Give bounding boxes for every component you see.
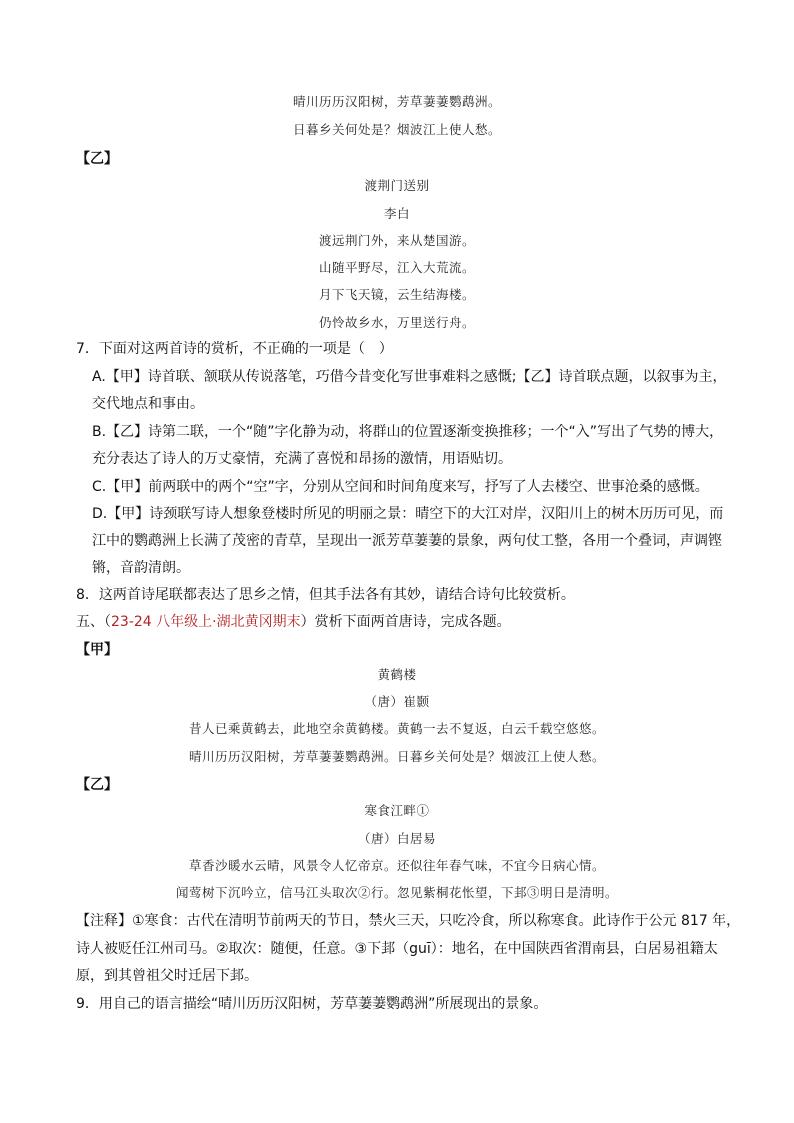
poem-author: （唐）白居易: [357, 831, 436, 846]
question-7-option-d-cont: 锵，音韵清朗。: [92, 560, 190, 576]
section-label-yi-2: 【乙】: [76, 777, 118, 793]
annotation-line: 诗人被贬任江州司马。②取次：随便，任意。③下邽（guī）：地名，在中国陕西省渭南县，白居易祖籍太: [76, 941, 718, 957]
section-label-yi: 【乙】: [76, 151, 118, 167]
question-7-option-b-cont: 充分表达了诗人的万丈豪情，充满了喜悦和昂扬的激情，用语贴切。: [92, 451, 512, 467]
question-8: 8．这两首诗尾联都表达了思乡之情，但其手法各有其妙，请结合诗句比较赏析。: [76, 587, 575, 603]
poem-line: 山随平野尽，江入大荒流。: [318, 260, 475, 275]
section-5-suffix: ）赏析下面两首唐诗，完成各题。: [300, 614, 511, 630]
top-poem-line-2: 日暮乡关何处是？烟波江上使人愁。: [292, 122, 501, 137]
question-7-option-a-cont: 交代地点和事由。: [92, 396, 204, 412]
question-7-option-d: D.【甲】诗颈联写诗人想象登楼时所见的明丽之景：晴空下的大江对岸，汉阳川上的树木历历可见，而: [92, 506, 724, 522]
question-7-stem: 7．下面对这两首诗的赏析，不正确的一项是（ ）: [76, 341, 393, 357]
poem-line: 渡远荆门外，来从楚国游。: [318, 233, 475, 248]
section-5-source: 23-24 八年级上·湖北黄冈期末: [111, 614, 301, 630]
section-5-heading: [76, 613, 511, 631]
poem-line: 闻莺树下沉吟立，信马江头取次②行。忽见紫桐花怅望，下邽③明日是清明。: [175, 885, 618, 900]
section-5-prefix: 五、（: [76, 614, 111, 630]
poem-title: 寒食江畔①: [364, 803, 430, 818]
top-poem-line-1: 晴川历历汉阳树，芳草萋萋鹦鹉洲。: [292, 94, 501, 109]
poem-title: 渡荆门送别: [364, 178, 430, 193]
poem-line: 草香沙暖水云晴，风景令人忆帝京。还似往年春气味，不宜今日病心情。: [188, 858, 605, 873]
question-7-option-b: B.【乙】诗第二联，一个“随”字化静为动，将群山的位置逐渐变换推移；一个“入”写出了气势的博大，: [92, 424, 724, 440]
question-7-option-c: C.【甲】前两联中的两个“空”字，分别从空间和时间角度来写，抒写了人去楼空、世事沧桑的感慨。: [92, 479, 709, 495]
poem-line: 仍怜故乡水，万里送行舟。: [318, 315, 475, 330]
question-7-option-a: A.【甲】诗首联、颔联从传说落笔，巧借今昔变化写世事难料之感慨;【乙】诗首联点题，以叙事为主，: [92, 369, 727, 385]
poem-author: 李白: [383, 206, 410, 221]
annotation-line: 【注释】①寒食：古代在清明节前两天的节日，禁火三天，只吃冷食，所以称寒食。此诗作于公元 817 年，: [76, 913, 741, 929]
question-7-option-d-cont: 江中的鹦鹉洲上长满了茂密的青草，呈现出一派芳草萋萋的景象，两句仗工整，各用一个叠词，声调铿: [92, 533, 722, 549]
poem-author: （唐）崔颢: [364, 694, 430, 709]
poem-line: 晴川历历汉阳树，芳草萋萋鹦鹉洲。日暮乡关何处是？烟波江上使人愁。: [188, 749, 605, 764]
annotation-line: 原，到其曾祖父时迁居下邽。: [76, 968, 258, 984]
poem-line: 昔人已乘黄鹤去，此地空余黄鹤楼。黄鹤一去不复返，白云千载空悠悠。: [188, 721, 605, 736]
poem-line: 月下飞天镜，云生结海楼。: [318, 287, 475, 302]
poem-title: 黄鹤楼: [377, 667, 417, 682]
question-9: 9．用自己的语言描绘“晴川历历汉阳树，芳草萋萋鹦鹉洲”所展现出的景象。: [76, 996, 548, 1012]
section-label-jia: 【甲】: [76, 642, 118, 658]
